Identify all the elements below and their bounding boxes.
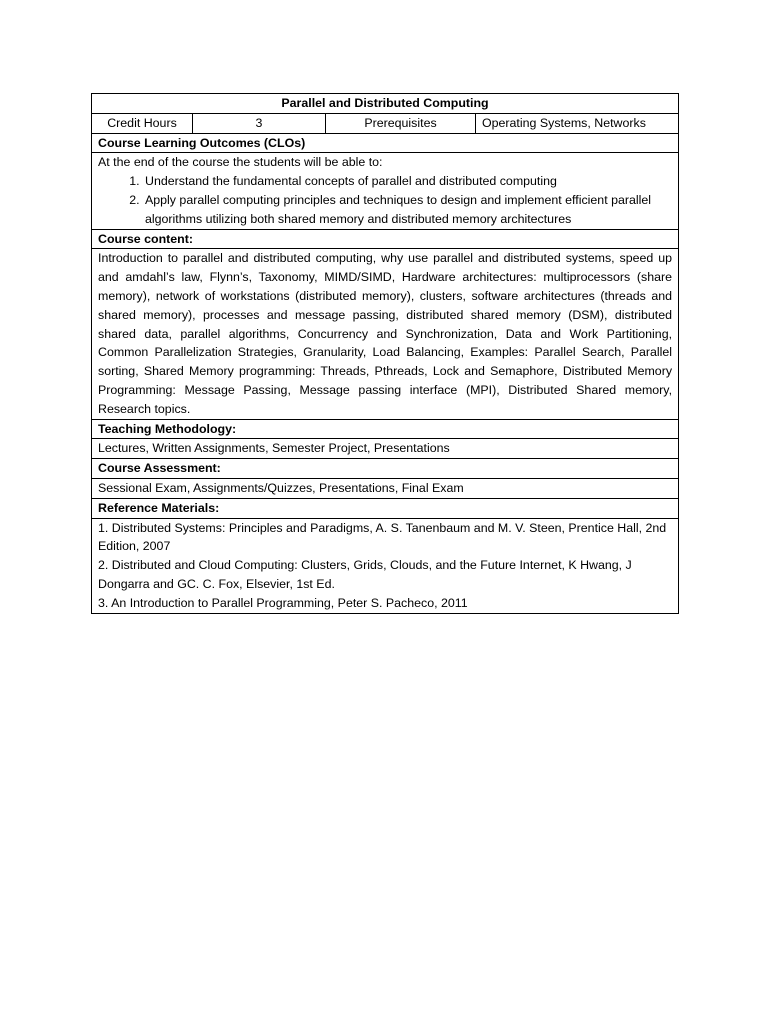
clos-heading: Course Learning Outcomes (CLOs) [92,133,679,153]
prerequisites-label: Prerequisites [326,113,476,133]
course-content-heading: Course content: [92,229,679,249]
title-row [92,94,679,114]
reference-item: 1. Distributed Systems: Principles and Paradigms, A. S. Tanenbaum and M. V. Steen, Prentice Hall, 2nd Edition, 2007 [98,520,667,554]
reference-item: 3. An Introduction to Parallel Programming, Peter S. Pacheco, 2011 [98,595,468,610]
credit-hours-value: 3 [193,113,326,133]
info-row [92,113,679,133]
teaching-methodology-text: Lectures, Written Assignments, Semester Project, Presentations [92,439,679,459]
course-title: Parallel and Distributed Computing [92,94,679,114]
course-assessment-heading: Course Assessment: [92,459,679,479]
credit-hours-label: Credit Hours [92,113,193,133]
prerequisites-value: Operating Systems, Networks [476,113,679,133]
clos-intro: At the end of the course the students will be able to: [98,155,383,170]
teaching-methodology-heading: Teaching Methodology: [92,419,679,439]
clo-item: 2. Apply parallel computing principles and techniques to design and implement efficient parallel algorithms utilizing both shared memory and distributed memory architectures [143,191,672,229]
clos-list [98,172,672,228]
reference-item: 2. Distributed and Cloud Computing: Clusters, Grids, Clouds, and the Future Internet, K Hwang, J Dongarra and GC. C. Fox, Elsevier, 1st Ed. [98,558,632,591]
course-content-text: Introduction to parallel and distributed computing, why use parallel and distributed systems, speed up and amdahl’s law, Flynn’s, Taxonomy, MIMD/SIMD, Hardware architectures: multiprocessors (share memory), network of workstations (distributed memory), clusters, software architectures (threads and shared memory), processes and message passing, distributed shared memory (DSM), distributed shared data, parallel algorithms, Concurrency and Synchronization, Data and Work Partitioning, Common Parallelization Strategies, Granularity, Load Balancing, Examples: Parallel Search, Parallel sorting, Shared Memory programming: Threads, Pthreads, Lock and Semaphore, Distributed Memory Programming: Message Passing, Message passing interface (MPI), Distributed Shared memory, Research topics. [92,249,679,419]
clos-cell [92,153,679,229]
reference-materials-cell [92,518,679,613]
course-outline-table [91,93,679,614]
clo-item: 1. Understand the fundamental concepts of parallel and distributed computing [143,172,672,191]
reference-materials-heading: Reference Materials: [92,498,679,518]
course-assessment-text: Sessional Exam, Assignments/Quizzes, Presentations, Final Exam [92,478,679,498]
